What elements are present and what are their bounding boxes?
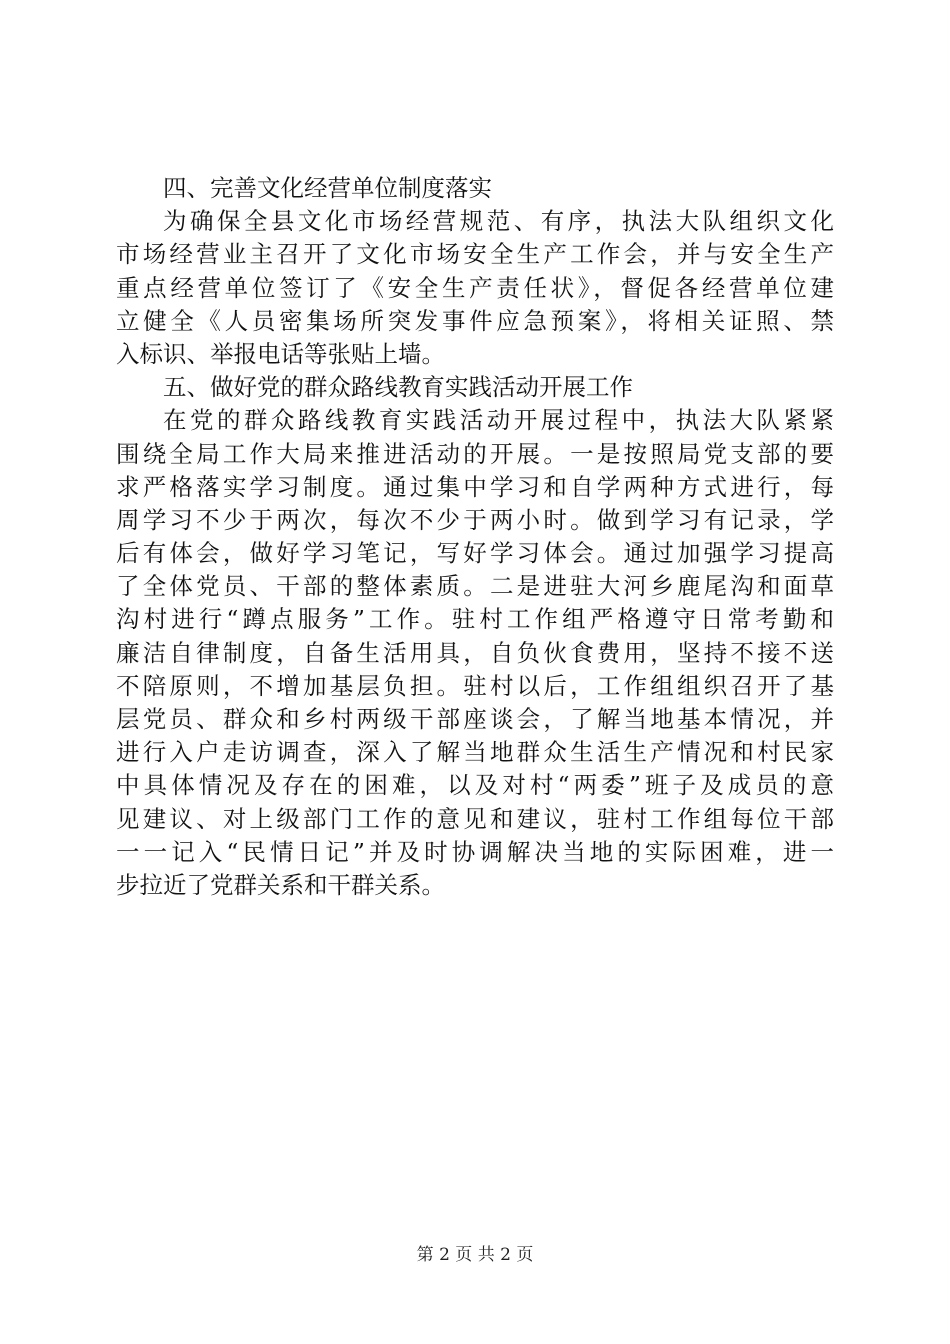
paragraph-line: 在党的群众路线教育实践活动开展过程中，执法大队紧紧 <box>163 406 834 435</box>
paragraph-line: 沟村进行“蹲点服务”工作。驻村工作组严格遵守日常考勤和 <box>116 605 834 634</box>
section-heading: 四、完善文化经营单位制度落实 <box>163 174 492 202</box>
paragraph-line: 见建议、对上级部门工作的意见和建议，驻村工作组每位干部 <box>116 804 834 833</box>
paragraph-line: 不陪原则，不增加基层负担。驻村以后，工作组组织召开了基 <box>116 671 834 700</box>
paragraph-line: 市场经营业主召开了文化市场安全生产工作会，并与安全生产 <box>116 240 834 269</box>
paragraph-line: 进行入户走访调查，深入了解当地群众生活生产情况和村民家 <box>116 738 834 767</box>
paragraph-line: 廉洁自律制度，自备生活用具，自负伙食费用，坚持不接不送 <box>116 638 834 667</box>
paragraph-line: 步拉近了党群关系和干群关系。 <box>116 870 445 899</box>
paragraph-line: 求严格落实学习制度。通过集中学习和自学两种方式进行，每 <box>116 472 834 501</box>
paragraph-line: 层党员、群众和乡村两级干部座谈会，了解当地基本情况，并 <box>116 705 834 733</box>
paragraph-line: 立健全《人员密集场所突发事件应急预案》，将相关证照、禁 <box>116 306 834 335</box>
paragraph-line: 周学习不少于两次，每次不少于两小时。做到学习有记录，学 <box>116 505 834 534</box>
paragraph-line: 了全体党员、干部的整体素质。二是进驻大河乡鹿尾沟和面草 <box>116 572 834 601</box>
paragraph-line: 围绕全局工作大局来推进活动的开展。一是按照局党支部的要 <box>116 439 834 468</box>
paragraph-line: 重点经营单位签订了《安全生产责任状》，督促各经营单位建 <box>116 273 834 302</box>
paragraph-line: 一一记入“民情日记”并及时协调解决当地的实际困难，进一 <box>116 837 834 866</box>
paragraph-line: 中具体情况及存在的困难，以及对村“两委”班子及成员的意 <box>116 771 834 800</box>
section-heading: 五、做好党的群众路线教育实践活动开展工作 <box>163 373 633 402</box>
paragraph-line: 入标识、举报电话等张贴上墙。 <box>116 339 445 368</box>
page-number-footer: 第 2 页 共 2 页 <box>416 1245 534 1265</box>
document-body <box>116 172 834 902</box>
paragraph-line: 后有体会，做好学习笔记，写好学习体会。通过加强学习提高 <box>116 539 834 568</box>
paragraph-line: 为确保全县文化市场经营规范、有序，执法大队组织文化 <box>163 207 834 236</box>
